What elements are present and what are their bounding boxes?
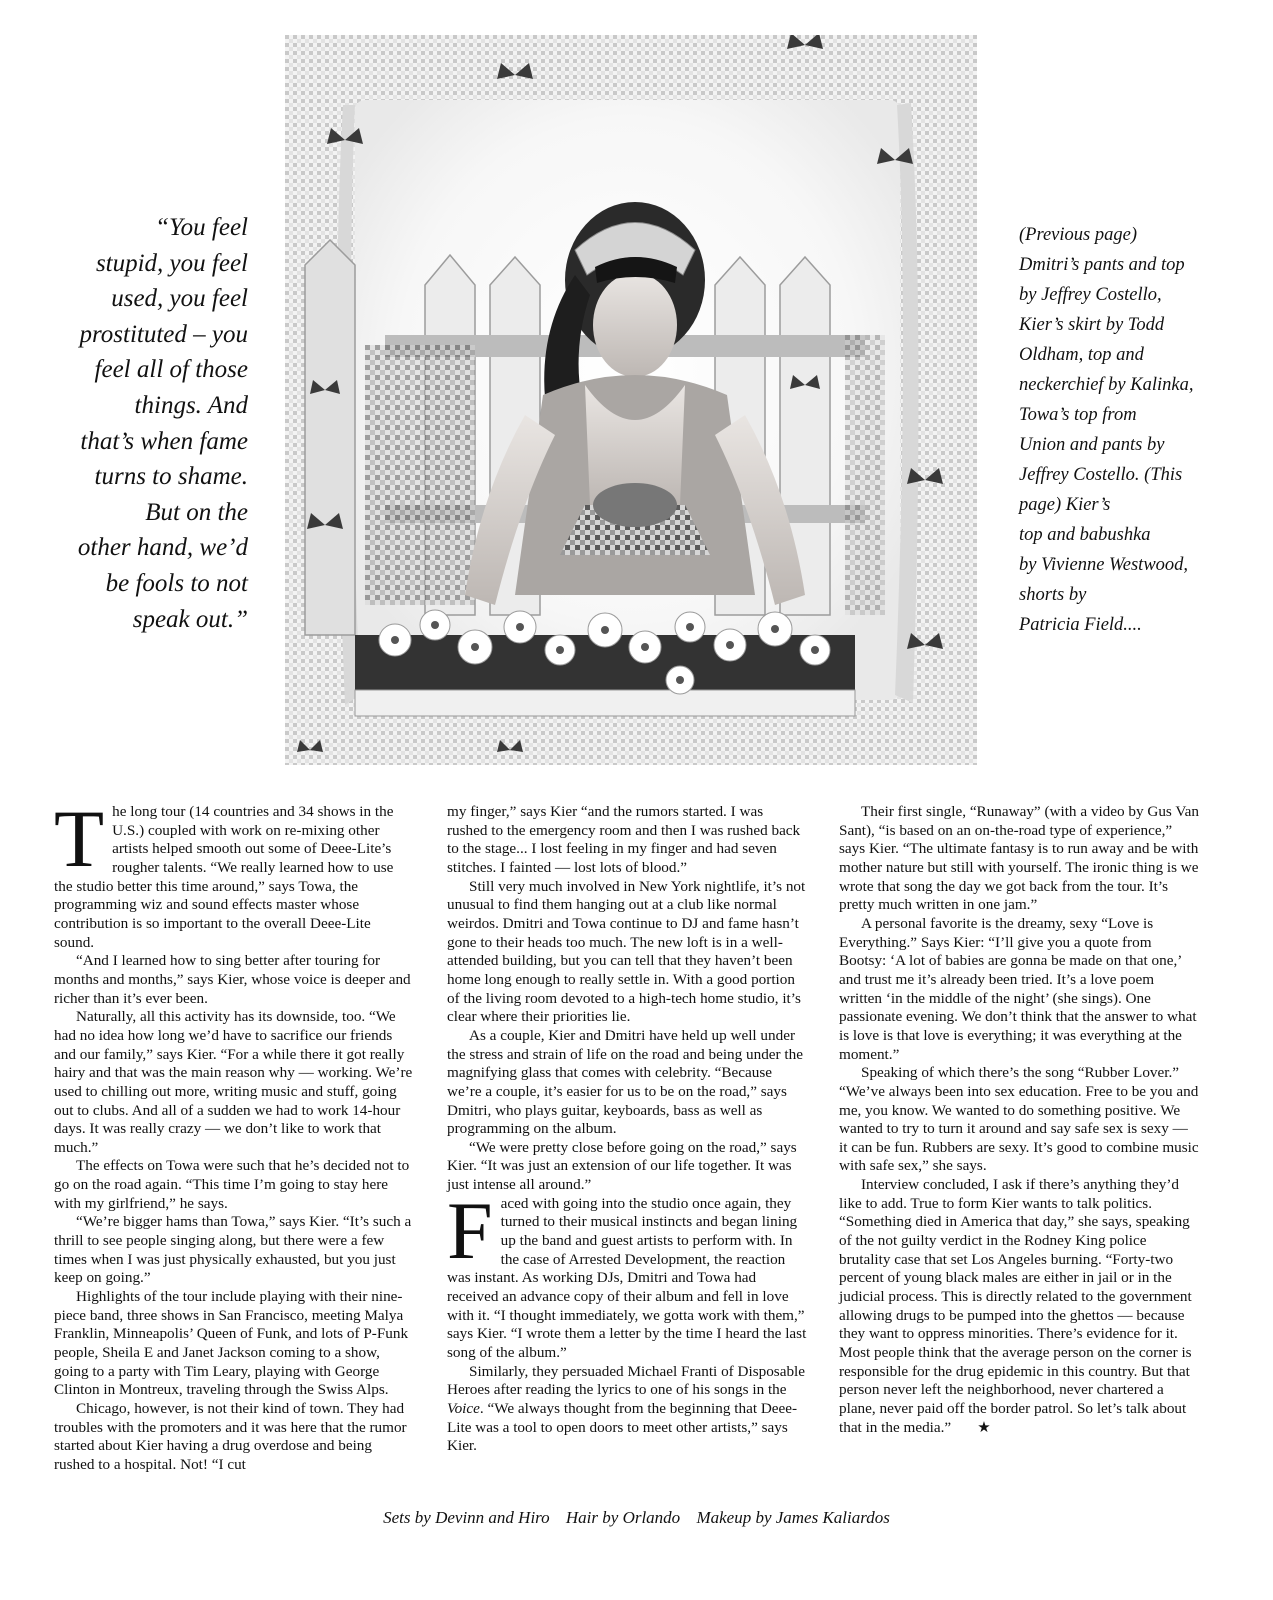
article-body <box>54 793 1209 1473</box>
paragraph: Their first single, “Runaway” (with a video by Gus Van Sant), “is based on an on-the-road type of experience,” says Kier. “The ultimate fantasy is to run away and be with mother nature but still with yourself. The ironic thing is we wrote that song the day we got back from the tour. It’s pretty much written in one jam.” <box>839 803 1199 914</box>
caption-line: Union and pants by <box>1019 435 1165 455</box>
paragraph: Highlights of the tour include playing with their nine-piece band, three shows in San Francisco, meeting Malya Franklin, Minneapolis’ Queen of Funk, and lots of P-Funk people, Sheila E and Janet Jackson coming to a show, going to a party with Tim Leary, playing with George Clinton in Montreux, traveling through the Swiss Alps. <box>54 1288 409 1399</box>
paragraph: Chicago, however, is not their kind of town. They had troubles with the promoters and it was here that the rumor started about Kier having a drug overdose and being rushed to a hospital. Not! “I cut <box>54 1400 407 1473</box>
end-star-icon: ★ <box>977 1418 991 1436</box>
pull-quote-line: used, you feel <box>111 285 248 313</box>
drop-cap: T <box>54 793 105 884</box>
caption-line: (Previous page) <box>1019 225 1137 245</box>
caption-line: top and babushka <box>1019 525 1151 545</box>
pull-quote-line: prostituted – you <box>79 320 248 348</box>
credit-makeup: Makeup by James Kaliardos <box>696 1508 890 1527</box>
caption-line: by Vivienne Westwood, <box>1019 555 1189 575</box>
photo-caption <box>1019 220 1269 640</box>
paragraph: Similarly, they persuaded Michael Franti of Disposable Heroes after reading the lyrics to one of his songs in the Voice. “We always thought from the beginning that Deee-Lite was a tool to open doors to meet other artists,” says Kier. <box>447 1362 806 1455</box>
paragraph: The effects on Towa were such that he’s decided not to go on the road again. “This time I’m going to stay here with my girlfriend,” he says. <box>54 1157 410 1212</box>
pull-quote-line: turns to shame. <box>94 463 248 491</box>
pull-quote-line: be fools to not <box>105 569 248 597</box>
caption-line: page) Kier’s <box>1019 495 1111 515</box>
paragraph: “We were pretty close before going on the road,” says Kier. “It was just an extension of our life together. It was just intense all around.” <box>447 1138 797 1194</box>
caption-line: Jeffrey Costello. (This <box>1019 465 1183 485</box>
pull-quote-line: “You feel <box>155 214 248 241</box>
paragraph: Still very much involved in New York nightlife, it’s not unusual to find them hanging out at a club like normal weirdos. Dmitri and Towa continue to DJ and fame hasn’t gone to their heads too much. The new loft is in a well-attended building, but you can tell that they haven’t been home long enough to really settle in. With a good portion of the living room devoted to a high-tech home studio, it’s clear where their priorities lie. <box>447 877 806 1026</box>
photo-credits <box>0 1508 1273 1528</box>
credit-sets: Sets by Devinn and Hiro <box>383 1508 550 1527</box>
pull-quote-line: that’s when fame <box>80 427 248 455</box>
paragraph: Faced with going into the studio once again, they turned to their musical instincts and began lining up the band and guest artists to perform with. In the case of Arrested Development, the reaction was instant. As working DJs, Dmitri and Towa had received an advance copy of their album and fell in love with it. “I thought immediately, we gotta work with them,” says Kier. “I wrote them a letter by the time I heard the last song of the album.” <box>447 1184 807 1362</box>
pull-quote-line: speak out.” <box>132 605 248 633</box>
paragraph: Speaking of which there’s the song “Rubber Lover.” “We’ve always been into sex education. Free to be you and me, you know. We wanted to do something positive. We wanted to try to turn it around and say safe sex is sexy — it can be fun. Rubbers are sexy. It’s good to combine music with safe sex,” she says. <box>839 1064 1199 1175</box>
pull-quote-line: things. And <box>134 391 248 419</box>
paragraph: The long tour (14 countries and 34 shows in the U.S.) coupled with work on re-mixing other artists helped smooth out some of Deee-Lite’s rougher talents. “We really learned how to use the studio better this time around,” says Towa, the programming wiz and sound effects master whose contribution is so important to the overall Deee-Lite sound. <box>54 793 394 951</box>
caption-line: Patricia Field.... <box>1019 615 1142 635</box>
caption-line: Kier’s skirt by Todd <box>1019 315 1165 335</box>
caption-line: Dmitri’s pants and top <box>1019 255 1185 275</box>
pull-quote <box>30 210 248 637</box>
pull-quote-line: other hand, we’d <box>77 534 248 562</box>
caption-line: Oldham, top and <box>1019 345 1144 365</box>
publication-title: Voice <box>447 1400 480 1417</box>
paragraph: “We’re bigger hams than Towa,” says Kier. “It’s such a thrill to see people singing along, but there were a few times when I was just physically exhausted, but you just keep on going.” <box>54 1213 412 1287</box>
article-column-2 <box>447 803 807 1456</box>
paragraph: my finger,” says Kier “and the rumors started. I was rushed to the emergency room and then I was rushed back to the stage... I lost feeling in my finger and had seven stitches. I fainted — lost lots of blood.” <box>447 803 801 876</box>
article-column-3 <box>839 803 1199 1437</box>
drop-cap: F <box>447 1184 493 1276</box>
pull-quote-line: But on the <box>145 498 248 526</box>
fashion-photo <box>285 35 977 765</box>
pull-quote-line: stupid, you feel <box>95 249 248 277</box>
caption-line: neckerchief by Kalinka, <box>1019 375 1194 395</box>
article-column-1 <box>54 793 414 1475</box>
paragraph: A personal favorite is the dreamy, sexy “Love is Everything.” Says Kier: “I’ll give you a quote from Bootsy: ‘A lot of babies are gonna be made on that one,’ and trust me it’s already been tried. It’s a love poem written ‘in the middle of the night’ (she sings). One passionate evening. We don’t think that the answer to what is love is that love is everything; it was everything at the moment.” <box>839 914 1197 1063</box>
caption-line: by Jeffrey Costello, <box>1019 285 1162 305</box>
paragraph: “And I learned how to sing better after touring for months and months,” says Kier, whose voice is deeper and richer than it’s ever been. <box>54 952 411 1007</box>
caption-line: shorts by <box>1019 585 1087 605</box>
caption-line: Towa’s top from <box>1019 405 1137 425</box>
paragraph: Naturally, all this activity has its downside, too. “We had no idea how long we’d have to sacrifice our friends and our family,” says Kier. “For a while there it got really hairy and that was the main reason why — working. We’re used to chilling out more, writing music and stuff, going out to clubs. And all of a sudden we had to work 14-hour days. It was really crazy — we don’t like to work that much.” <box>54 1008 413 1156</box>
paragraph: Interview concluded, I ask if there’s anything they’d like to add. True to form Kier wants to talk politics. “Something died in America that day,” she says, speaking of the not guilty verdict in the Rodney King police brutality case that set Los Angeles burning. “Forty-two percent of young black males are either in jail or in the judicial process. This is directly related to the government allowing drugs to be pumped into the ghettos — because they want to oppress minorities. There’s evidence for it. Most people think that the average person on the corner is responsible for the drug epidemic in this country. But that person never left the neighborhood, never chartered a plane, never paid off the border patrol. So let’s talk about that in the media.” ★ <box>839 1176 1192 1436</box>
pull-quote-line: feel all of those <box>94 356 248 384</box>
credit-hair: Hair by Orlando <box>565 1508 681 1527</box>
paragraph: As a couple, Kier and Dmitri have held up well under the stress and strain of life on the road and being under the magnifying glass that comes with celebrity. “Because we’re a couple, it’s easier for us to be on the road,” says Dmitri, who plays guitar, keyboards, bass as well as programming on the album. <box>447 1026 803 1138</box>
